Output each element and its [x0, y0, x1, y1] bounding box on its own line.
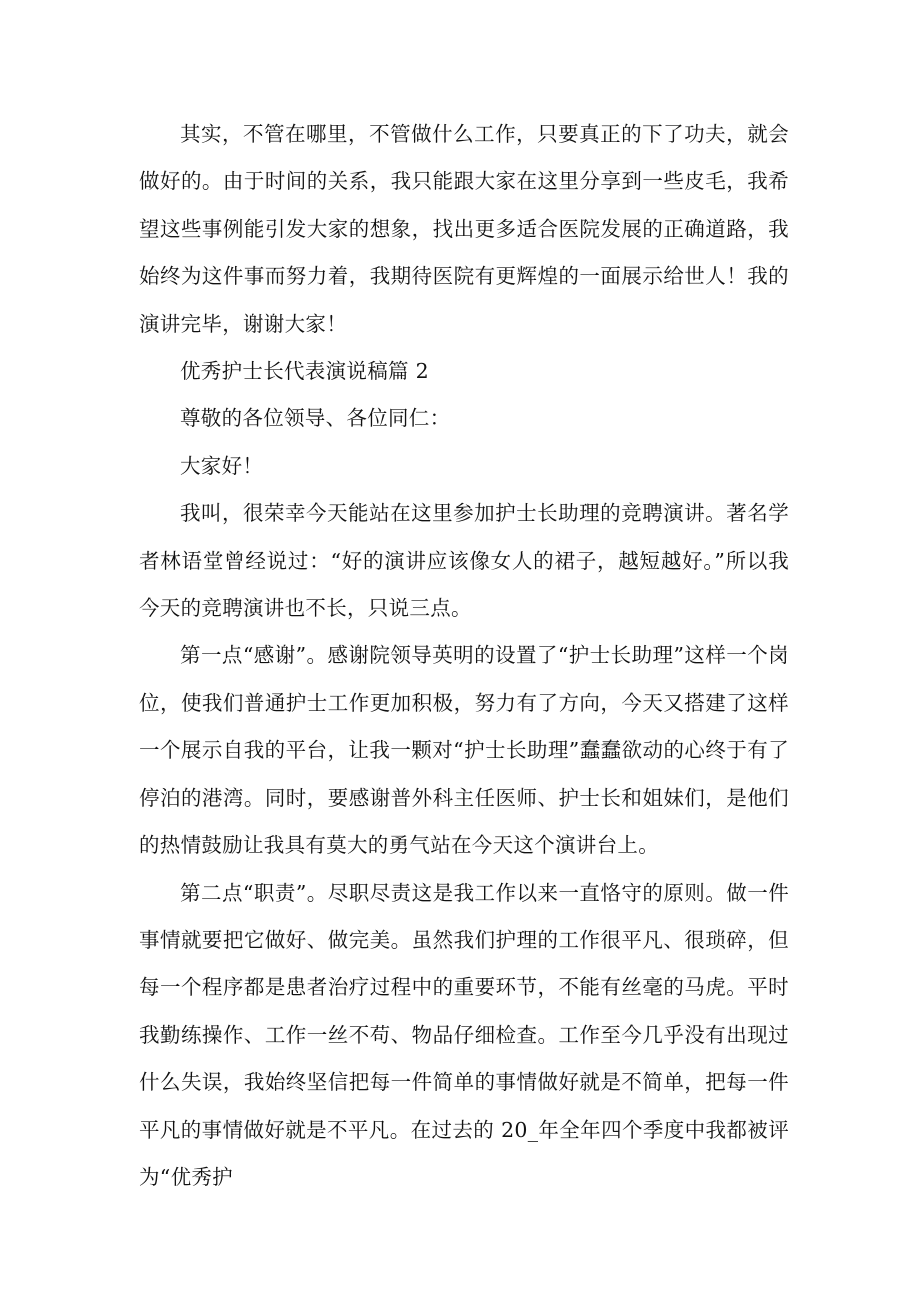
- paragraph-closing: 其实，不管在哪里，不管做什么工作，只要真正的下了功夫，就会做好的。由于时间的关系，我只能跟大家在这里分享到一些皮毛，我希望这些事例能引发大家的想象，找出更多适合医院发展的正确道路，我始终为这件事而努力着，我期待医院有更辉煌的一面展示给世人！我的演讲完毕，谢谢大家！: [139, 122, 789, 336]
- section-title: 优秀护士长代表演说稿篇 2: [180, 359, 429, 384]
- paragraph-point-one: 第一点“感谢”。感谢院领导英明的设置了“护士长助理”这样一个岗位，使我们普通护士工作更加积极，努力有了方向，今天又搭建了这样一个展示自我的平台，让我一颗对“护士长助理”蠢蠢欲动的心终于有了停泊的港湾。同时，要感谢普外科主任医师、护士长和姐妹们，是他们的热情鼓励让我具有莫大的勇气站在今天这个演讲台上。: [139, 643, 789, 858]
- document-body: [139, 111, 789, 1201]
- paragraph-point-two: 第二点“职责”。尽职尽责这是我工作以来一直恪守的原则。做一件事情就要把它做好、做完美。虽然我们护理的工作很平凡、很琐碎，但每一个程序都是患者治疗过程中的重要环节，不能有丝毫的马虎。平时我勤练操作、工作一丝不苟、物品仔细检查。工作至今几乎没有出现过什么失误，我始终坚信把每一件简单的事情做好就是不简单，把每一件平凡的事情做好就是不平凡。在过去的 20_年全年四个季度中我都被评为“优秀护: [139, 880, 789, 1189]
- salutation: 尊敬的各位领导、各位同仁：: [180, 406, 451, 431]
- paragraph-intro: 我叫，很荣幸今天能站在这里参加护士长助理的竞聘演讲。著名学者林语堂曾经说过：“好的演讲应该像女人的裙子，越短越好。”所以我今天的竞聘演讲也不长，只说三点。: [139, 501, 789, 621]
- greeting: 大家好！: [180, 453, 264, 478]
